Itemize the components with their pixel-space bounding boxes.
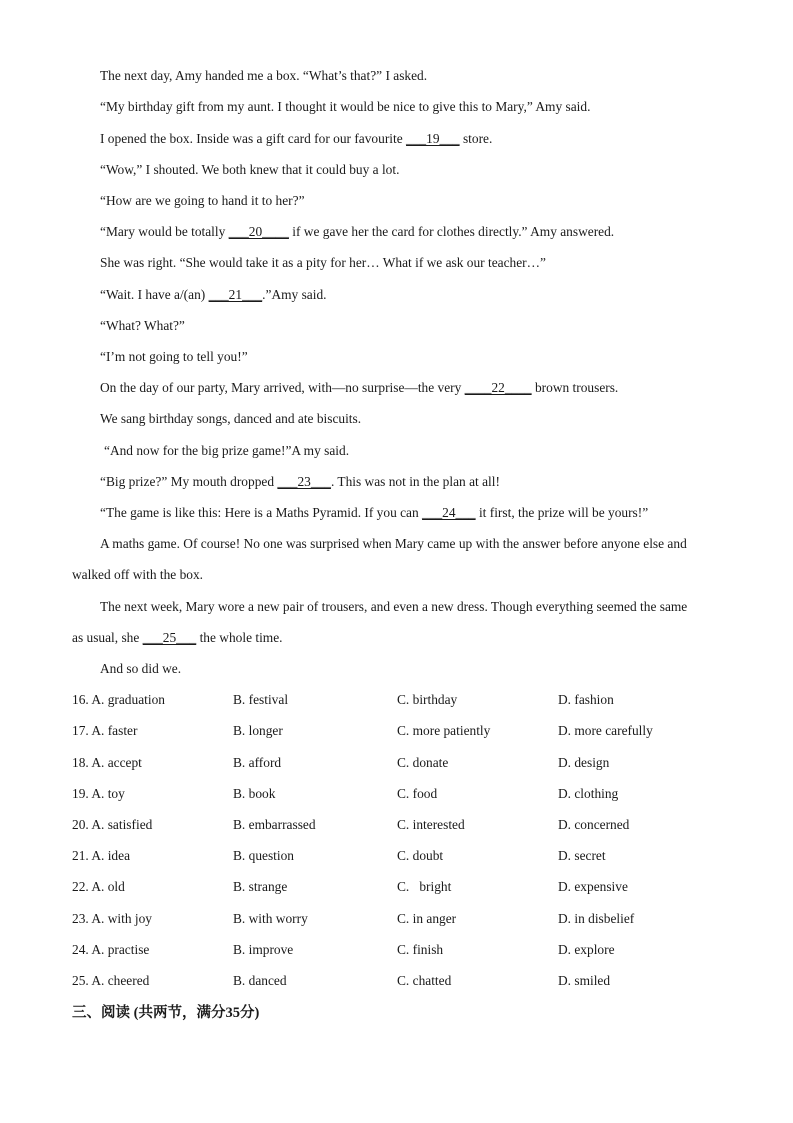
passage-line: “How are we going to hand it to her?” bbox=[100, 193, 305, 208]
option-b: B. afford bbox=[233, 755, 282, 770]
question-row bbox=[72, 816, 732, 834]
option-b: B. book bbox=[233, 786, 276, 801]
passage-line: “What? What?” bbox=[100, 318, 185, 333]
passage-line: “And now for the big prize game!”A my said. bbox=[104, 443, 350, 458]
option-d: D. design bbox=[558, 755, 610, 770]
question-row bbox=[72, 754, 732, 772]
passage-line: “Wait. I have a/(an) ___21___.”Amy said. bbox=[100, 287, 327, 302]
option-b: B. danced bbox=[233, 973, 287, 988]
option-b: B. longer bbox=[233, 723, 283, 738]
passage-line: “Big prize?” My mouth dropped ___23___. This was not in the plan at all! bbox=[100, 474, 500, 489]
question-row bbox=[72, 785, 732, 803]
question-row bbox=[72, 691, 732, 709]
passage-line: We sang birthday songs, danced and ate biscuits. bbox=[100, 411, 362, 426]
blank-23: ___23___ bbox=[277, 474, 331, 489]
option-d: D. more carefully bbox=[558, 723, 653, 738]
passage-line: She was right. “She would take it as a pity for her… What if we ask our teacher…” bbox=[100, 255, 546, 270]
option-a: 24. A. practise bbox=[72, 942, 150, 957]
option-c: C. bright bbox=[397, 879, 452, 894]
option-d: D. expensive bbox=[558, 879, 628, 894]
option-c: C. food bbox=[397, 786, 438, 801]
blank-22: ____22____ bbox=[464, 380, 532, 395]
option-c: C. donate bbox=[397, 755, 449, 770]
passage-line: And so did we. bbox=[100, 661, 182, 676]
option-c: C. chatted bbox=[397, 973, 452, 988]
passage-line: A maths game. Of course! No one was surprised when Mary came up with the answer before anyone else and bbox=[100, 536, 687, 551]
option-a: 20. A. satisfied bbox=[72, 817, 153, 832]
blank-19: ___19___ bbox=[406, 131, 460, 146]
question-row bbox=[72, 847, 732, 865]
option-a: 22. A. old bbox=[72, 879, 125, 894]
option-b: B. with worry bbox=[233, 911, 308, 926]
passage-line: walked off with the box. bbox=[72, 567, 204, 582]
option-d: D. secret bbox=[558, 848, 606, 863]
option-b: B. festival bbox=[233, 692, 289, 707]
passage-line: The next week, Mary wore a new pair of trousers, and even a new dress. Though everything seemed the same bbox=[100, 599, 688, 614]
option-d: D. concerned bbox=[558, 817, 630, 832]
question-row bbox=[72, 910, 732, 928]
question-row bbox=[72, 722, 732, 740]
blank-24: ___24___ bbox=[422, 505, 476, 520]
option-c: C. finish bbox=[397, 942, 444, 957]
passage-line: “Wow,” I shouted. We both knew that it could buy a lot. bbox=[100, 162, 400, 177]
option-c: C. more patiently bbox=[397, 723, 491, 738]
option-c: C. birthday bbox=[397, 692, 458, 707]
option-a: 23. A. with joy bbox=[72, 911, 152, 926]
option-b: B. question bbox=[233, 848, 295, 863]
option-b: B. improve bbox=[233, 942, 294, 957]
option-a: 18. A. accept bbox=[72, 755, 142, 770]
option-b: B. strange bbox=[233, 879, 288, 894]
passage-line: The next day, Amy handed me a box. “What’s that?” I asked. bbox=[100, 68, 428, 83]
question-row bbox=[72, 972, 732, 990]
blank-25: ___25___ bbox=[142, 630, 197, 645]
option-c: C. doubt bbox=[397, 848, 444, 863]
option-a: 19. A. toy bbox=[72, 786, 125, 801]
option-c: C. in anger bbox=[397, 911, 457, 926]
option-a: 21. A. idea bbox=[72, 848, 131, 863]
question-row bbox=[72, 941, 732, 959]
passage-line: I opened the box. Inside was a gift card for our favourite ___19___ store. bbox=[100, 131, 493, 146]
option-c: C. interested bbox=[397, 817, 465, 832]
option-a: 25. A. cheered bbox=[72, 973, 150, 988]
option-a: 17. A. faster bbox=[72, 723, 138, 738]
option-d: D. clothing bbox=[558, 786, 619, 801]
passage-line: as usual, she ___25___ the whole time. bbox=[72, 630, 283, 645]
option-d: D. smiled bbox=[558, 973, 611, 988]
section-heading: 三、阅读 (共两节，满分35分) bbox=[72, 1005, 260, 1021]
blank-20: ___20____ bbox=[228, 224, 289, 239]
option-d: D. fashion bbox=[558, 692, 614, 707]
passage-line: “The game is like this: Here is a Maths Pyramid. If you can ___24___ it first, the prize will be yours!” bbox=[100, 505, 649, 520]
passage-line: On the day of our party, Mary arrived, with—no surprise—the very ____22____ brown trousers. bbox=[100, 380, 619, 395]
option-a: 16. A. graduation bbox=[72, 692, 165, 707]
question-row bbox=[72, 878, 732, 896]
option-b: B. embarrassed bbox=[233, 817, 316, 832]
passage-line: “My birthday gift from my aunt. I thought it would be nice to give this to Mary,” Amy said. bbox=[100, 99, 591, 114]
passage-line: “I’m not going to tell you!” bbox=[100, 349, 248, 364]
passage-line: “Mary would be totally ___20____ if we gave her the card for clothes directly.” Amy answered. bbox=[100, 224, 615, 239]
option-d: D. in disbelief bbox=[558, 911, 635, 926]
blank-21: ___21___ bbox=[208, 287, 263, 302]
option-d: D. explore bbox=[558, 942, 615, 957]
